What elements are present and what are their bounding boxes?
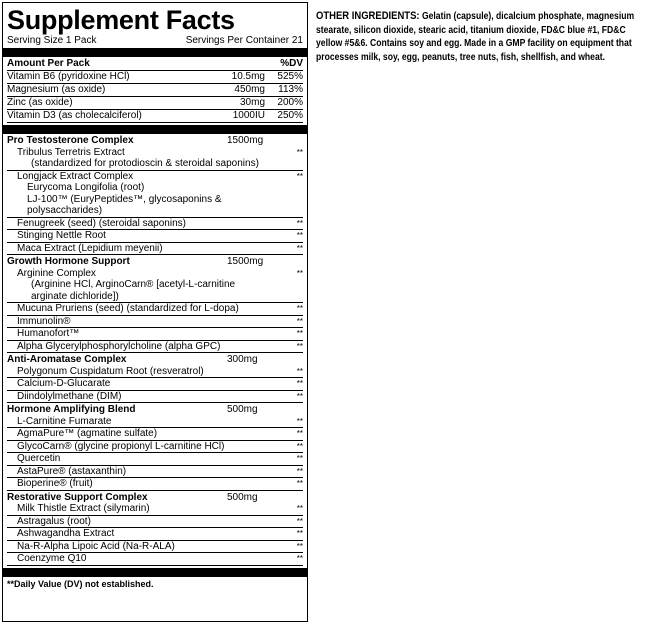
vitamin-name: Magnesium (as oxide) — [7, 84, 106, 95]
vitamin-row — [7, 97, 303, 110]
ingredient-row — [7, 553, 303, 566]
dv-mark: ** — [296, 304, 303, 313]
dv-mark: ** — [296, 268, 303, 278]
ingredient-row — [7, 243, 303, 256]
vitamin-row — [7, 71, 303, 84]
blend-name: Anti-Aromatase Complex — [7, 354, 127, 365]
vitamin-dv: 525% — [277, 71, 303, 82]
blend-name: Growth Hormone Support — [7, 256, 130, 267]
vitamin-list — [7, 71, 303, 123]
divider-thick — [3, 125, 307, 134]
ingredient-name: Bioperine® (fruit) — [17, 478, 93, 489]
ingredient-row — [7, 328, 303, 341]
ingredient-row — [7, 466, 303, 479]
ingredient-row — [7, 341, 303, 354]
blend-name: Restorative Support Complex — [7, 491, 148, 503]
blend-header — [7, 255, 303, 268]
ingredient-name: Mucuna Pruriens (seed) (standardized for L-dopa) — [17, 303, 239, 314]
dv-mark: ** — [296, 218, 303, 228]
blend-amount: 500mg — [227, 491, 258, 503]
dv-mark: ** — [296, 243, 303, 253]
vitamin-amount: 10.5mg — [231, 71, 265, 82]
ingredient-row — [7, 478, 303, 491]
ingredient-row — [7, 441, 303, 454]
divider-thick — [3, 48, 307, 57]
ingredient-row — [7, 366, 303, 379]
dv-mark: ** — [296, 416, 303, 426]
vitamin-row — [7, 84, 303, 97]
ingredient-name: GlycoCarn® (glycine propionyl L-carnitine HCl) — [17, 440, 225, 452]
dv-mark: ** — [296, 454, 303, 463]
ingredient-name: Coenzyme Q10 — [17, 553, 87, 564]
blend-name: Pro Testosterone Complex — [7, 135, 134, 146]
ingredient-row — [7, 268, 303, 280]
serving-size: Serving Size 1 Pack — [7, 35, 97, 46]
ingredient-name: Milk Thistle Extract (silymarin) — [17, 503, 150, 514]
panel-title: Supplement Facts — [7, 5, 235, 35]
ingredient-name: L-Carnitine Fumarate — [17, 415, 112, 427]
ingredient-name: Longjack Extract Complex — [17, 170, 134, 182]
ingredient-row — [7, 230, 303, 243]
ingredient-row — [7, 503, 303, 516]
dv-mark: ** — [296, 147, 303, 157]
dv-mark: ** — [296, 429, 303, 438]
blend-header — [7, 403, 303, 416]
divider-thick — [3, 568, 307, 577]
vitamin-dv: 250% — [277, 110, 303, 121]
ingredient-name: Polygonum Cuspidatum Root (resveratrol) — [17, 365, 204, 377]
dv-mark: ** — [296, 516, 303, 526]
dv-mark: ** — [296, 341, 303, 351]
footnote: **Daily Value (DV) not established. — [7, 578, 154, 589]
other-ingredients — [316, 10, 650, 64]
vitamin-dv: 200% — [277, 97, 303, 108]
ingredient-row — [7, 303, 303, 316]
ingredient-detail: LJ-100™ (EuryPeptides™, glycosaponins & — [27, 193, 222, 205]
ingredient-name: Ashwagandha Extract — [17, 528, 115, 539]
dv-mark: ** — [296, 316, 303, 326]
header-amount: Amount Per Pack — [7, 58, 90, 69]
vitamin-name: Zinc (as oxide) — [7, 97, 73, 108]
blend-header — [7, 353, 303, 366]
other-ingredients-text: Gelatin (capsule), dicalcium phosphate, magnesium stearate, silicon dioxide, stearic acid, titanium dioxide, FD&C blue #1, FD&C yellow #5&6. Contains soy and egg. Made in a GMP facility on equipment that processes milk, soy, egg, peanuts, tree nuts, fish, shellfish, and wheat. — [316, 11, 635, 63]
ingredient-row — [7, 171, 303, 183]
ingredient-name: Diindolylmethane (DIM) — [17, 390, 122, 402]
column-header — [7, 57, 303, 71]
blend-list — [7, 134, 303, 566]
vitamin-name: Vitamin D3 (as cholecalciferol) — [7, 110, 142, 121]
ingredient-detail: (Arginine HCl, ArginoCarn® [acetyl-L-carnitine — [31, 279, 236, 290]
vitamin-row — [7, 110, 303, 123]
ingredient-name: Calcium-D-Glucarate — [17, 378, 111, 389]
dv-mark: ** — [296, 391, 303, 401]
ingredient-row — [7, 147, 303, 159]
ingredient-row — [7, 378, 303, 391]
ingredient-row — [7, 428, 303, 441]
dv-mark: ** — [296, 554, 303, 563]
vitamin-amount: 1000IU — [232, 110, 265, 121]
ingredient-name: Alpha Glycerylphosphorylcholine (alpha GPC) — [17, 340, 221, 352]
ingredient-row — [7, 391, 303, 404]
ingredient-name: Stinging Nettle Root — [17, 230, 106, 241]
blend-header — [7, 134, 303, 147]
dv-mark: ** — [296, 171, 303, 181]
dv-mark: ** — [296, 541, 303, 551]
ingredient-name: Fenugreek (seed) (steroidal saponins) — [17, 217, 186, 229]
ingredient-name: Maca Extract (Lepidium meyenii) — [17, 242, 163, 254]
servings-per-container: Servings Per Container 21 — [185, 35, 303, 46]
blend-amount: 1500mg — [227, 135, 264, 146]
dv-mark: ** — [296, 231, 303, 240]
ingredient-row — [7, 316, 303, 329]
ingredient-row — [7, 516, 303, 529]
vitamin-amount: 450mg — [234, 84, 265, 95]
ingredient-row — [7, 528, 303, 541]
ingredient-row — [7, 453, 303, 466]
ingredient-name: Immunolin® — [17, 315, 71, 327]
vitamin-amount: 30mg — [239, 97, 265, 108]
ingredient-name: Arginine Complex — [17, 267, 96, 279]
ingredient-name: Quercetin — [17, 453, 61, 464]
ingredient-name: Na-R-Alpha Lipoic Acid (Na-R-ALA) — [17, 540, 175, 552]
blend-amount: 500mg — [227, 404, 258, 415]
ingredient-name: Humanofort™ — [17, 328, 80, 339]
blend-name: Hormone Amplifying Blend — [7, 404, 136, 415]
ingredient-row — [7, 416, 303, 429]
blend-amount: 1500mg — [227, 256, 264, 267]
other-ingredients-label: OTHER INGREDIENTS: — [316, 10, 420, 22]
ingredient-detail: (standardized for protodioscin & steroidal saponins) — [7, 158, 303, 171]
dv-mark: ** — [296, 504, 303, 513]
dv-mark: ** — [296, 366, 303, 376]
ingredient-row — [7, 541, 303, 554]
vitamin-name: Vitamin B6 (pyridoxine HCl) — [7, 71, 130, 82]
dv-mark: ** — [296, 379, 303, 388]
ingredient-name: AstaPure® (astaxanthin) — [17, 465, 127, 477]
ingredient-row — [7, 218, 303, 231]
ingredient-detail: arginate dichloride]) — [7, 291, 303, 304]
dv-mark: ** — [296, 479, 303, 488]
ingredient-name: Tribulus Terretris Extract — [17, 146, 125, 158]
vitamin-dv: 113% — [278, 84, 303, 95]
ingredient-detail: Eurycoma Longifolia (root) — [27, 182, 145, 193]
dv-mark: ** — [296, 529, 303, 538]
ingredient-detail: polysaccharides) — [7, 205, 303, 218]
blend-amount: 300mg — [227, 354, 258, 365]
supplement-facts-panel — [2, 2, 308, 622]
ingredient-name: AgmaPure™ (agmatine sulfate) — [17, 428, 158, 439]
dv-mark: ** — [296, 466, 303, 476]
dv-mark: ** — [296, 441, 303, 451]
ingredient-name: Astragalus (root) — [17, 515, 91, 527]
dv-mark: ** — [296, 329, 303, 338]
header-dv: %DV — [280, 58, 303, 69]
blend-header — [7, 491, 303, 504]
serving-info — [7, 35, 303, 47]
